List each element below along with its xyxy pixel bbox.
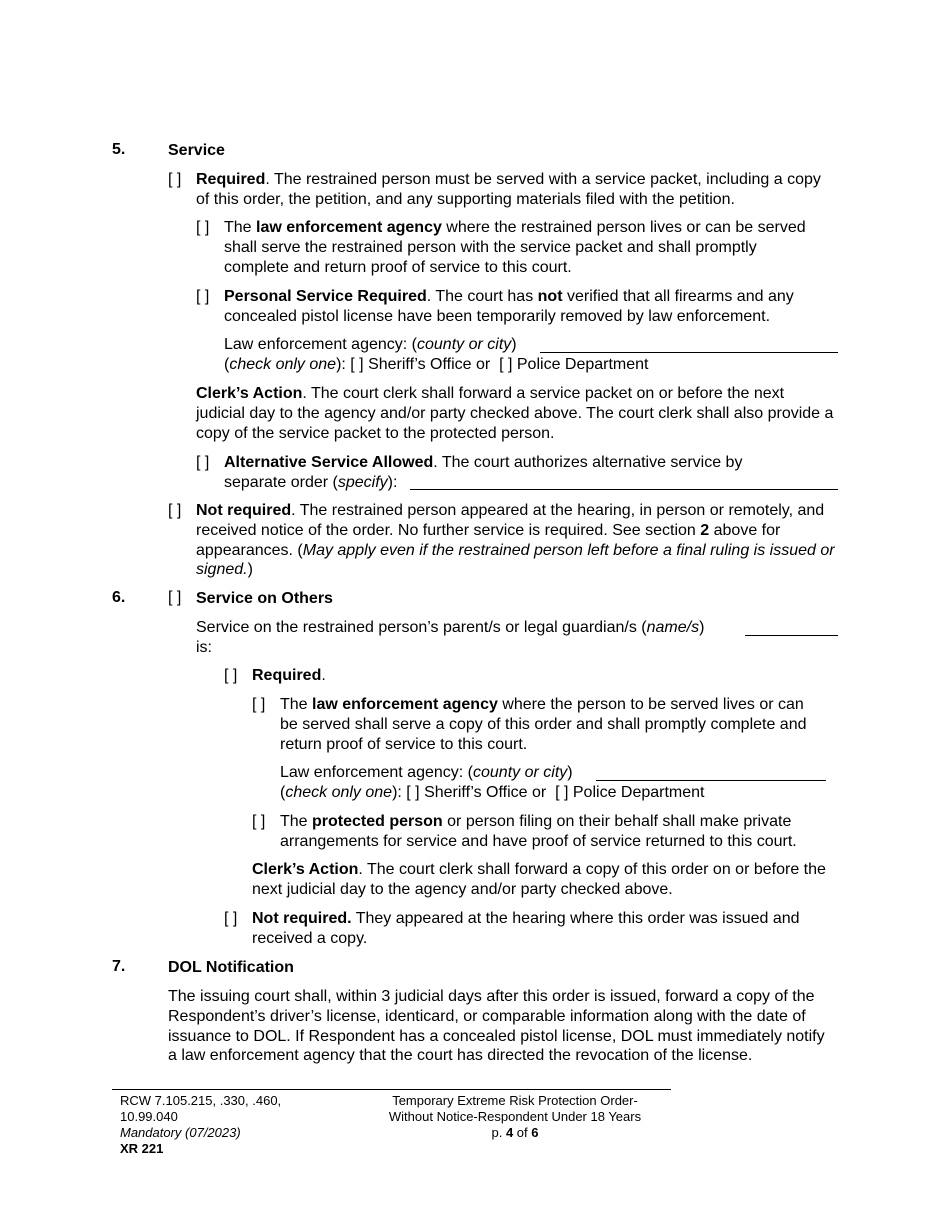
s6-lea-post: where the person to be served lives or can be served shall serve a copy of this order and shall promptly complete and return proof of service to this court.: [280, 696, 807, 753]
s5-police-label: Police Department: [512, 356, 649, 373]
s5-alternative-field[interactable]: [410, 489, 838, 490]
s5-sheriff-label: Sheriff’s Office or: [363, 356, 495, 373]
section-6-number: 6.: [112, 589, 126, 606]
s5-personal-not: not: [537, 288, 563, 305]
s5-required-label: Required: [196, 171, 266, 188]
s6-not-required-body: They appeared at the hearing where this order was issued and received a copy.: [252, 910, 800, 947]
s5-not-required-label: Not required: [196, 502, 292, 519]
s5-required-checkbox[interactable]: [ ]: [168, 171, 182, 188]
s6-agency-check: (check only one): [ ] Sheriff’s Office or [ ] Police Department: [280, 784, 705, 801]
footer-rcw-line1: RCW 7.105.215, .330, .460,: [120, 1093, 282, 1108]
s6-sheriff-checkbox[interactable]: [ ]: [406, 784, 420, 801]
footer-title-line1: Temporary Extreme Risk Protection Order-: [392, 1093, 638, 1108]
s5-section-ref: 2: [700, 521, 710, 539]
s6-names-field[interactable]: [745, 635, 838, 636]
s6-required-checkbox[interactable]: [ ]: [224, 667, 238, 684]
section-7-heading: DOL Notification: [168, 959, 294, 976]
s5-alternative-checkbox[interactable]: [ ]: [196, 454, 210, 471]
s6-police-label: Police Department: [568, 784, 705, 801]
s6-protected-text: [280, 812, 840, 852]
s6-agency-post: ): [567, 764, 573, 781]
s6-clerk-label: Clerk’s Action: [252, 861, 359, 878]
s7-text: The issuing court shall, within 3 judicial days after this order is issued, forward a copy of the Respondent’s driver’s license, identicard, or comparable information along with the date of issuance to DOL. If Respondent has a concealed pistol license, DOL must immediately notify a law enforcement agency that the court has directed the revocation of the license.: [168, 988, 825, 1065]
s5-lea-text: [224, 218, 809, 277]
s6-lea-text: [280, 695, 820, 754]
s6-protected-checkbox[interactable]: [ ]: [252, 813, 266, 830]
s5-clerk-label: Clerk’s Action: [196, 385, 303, 402]
s6-agency-italic: county or city: [473, 764, 568, 781]
footer-page-total: 6: [531, 1125, 539, 1140]
s5-personal-post: verified that all firearms and any concealed pistol license have been temporarily removed by law enforcement.: [224, 288, 794, 325]
footer-form-id: XR 221: [120, 1141, 164, 1156]
s6-required: [252, 666, 326, 686]
footer-page-current: 4: [505, 1125, 514, 1140]
s5-personal-text: [224, 287, 839, 327]
s6-clerk-text: . The court clerk shall forward a copy of this order on or before the next judicial day to the agency and/or party checked above.: [252, 861, 826, 898]
s5-alternative-italic: specify: [337, 473, 388, 491]
s6-not-required-label: Not required.: [252, 910, 352, 927]
s5-lea-bold: law enforcement agency: [256, 219, 442, 236]
s6-checkbox[interactable]: [ ]: [168, 589, 182, 606]
s6-protected-bold: protected person: [312, 813, 443, 830]
s5-sheriff-checkbox[interactable]: [ ]: [350, 356, 364, 373]
s6-lea-bold: law enforcement agency: [312, 696, 498, 713]
s5-agency-field[interactable]: [540, 352, 838, 353]
s5-not-required-body: . The restrained person appeared at the hearing, in person or remotely, and received notice of the order. No further service is required. See section: [196, 502, 825, 539]
s6-agency-pre: Law enforcement agency: (: [280, 764, 473, 781]
section-7-number: 7.: [112, 958, 126, 975]
s6-clerk-action: [252, 860, 842, 900]
s5-clerk-text: . The court clerk shall forward a service packet on or before the next judicial day to the agency and/or party checked above. The court clerk shall also provide a copy of the service packet to the protected person.: [196, 385, 834, 442]
s6-sheriff-label: Sheriff’s Office or: [419, 784, 551, 801]
s5-lea-pre: The: [224, 219, 257, 236]
footer-page-of: of: [513, 1125, 532, 1140]
s5-personal-label: Personal Service Required: [224, 288, 427, 305]
s5-not-required-text: [196, 501, 841, 580]
s6-lea-checkbox[interactable]: [ ]: [252, 696, 266, 713]
s5-check-italic: check only one: [229, 356, 337, 373]
s5-alternative-post: ):: [387, 473, 398, 491]
s5-alternative-text: [224, 453, 804, 493]
s6-intro: [196, 618, 704, 638]
s6-intro-post: ): [699, 619, 705, 636]
s6-check-post: ):: [392, 784, 407, 801]
s5-alternative-body: . The court authorizes alternative service by separate order (: [224, 454, 743, 491]
s6-protected-pre: The: [280, 813, 313, 830]
s6-check-italic: check only one: [285, 784, 393, 801]
s6-intro-pre: Service on the restrained person’s parent/s or legal guardian/s (: [196, 619, 647, 636]
s5-agency-post: ): [511, 336, 517, 353]
s5-check-post: ):: [336, 356, 351, 373]
s5-lea-post: where the restrained person lives or can be served shall serve the restrained person with the service packet and shall promptly complete and return proof of service to this court.: [224, 219, 806, 276]
s6-intro-italic: name/s: [646, 619, 700, 636]
s5-agency-pre: Law enforcement agency: (: [224, 336, 417, 353]
s5-police-checkbox[interactable]: [ ]: [499, 356, 513, 373]
s6-lea-pre: The: [280, 696, 313, 713]
footer-rcw-line2: 10.99.040: [120, 1109, 178, 1124]
footer-rule: [112, 1089, 671, 1090]
s6-intro-is: is:: [196, 639, 212, 656]
s5-required-body: . The restrained person must be served with a service packet, including a copy of this order, the petition, and any supporting materials filed with the petition.: [196, 171, 821, 208]
footer-mandatory: Mandatory (07/2023): [120, 1125, 241, 1140]
s5-agency-label: [224, 335, 517, 355]
s5-required-text: [196, 170, 836, 210]
s5-agency-italic: county or city: [417, 336, 512, 353]
footer-page-number: [360, 1125, 670, 1142]
s6-not-required-checkbox[interactable]: [ ]: [224, 910, 238, 927]
footer-title-line2: Without Notice-Respondent Under 18 Years: [388, 1109, 642, 1124]
s5-lea-checkbox[interactable]: [ ]: [196, 219, 210, 236]
s5-not-required-checkbox[interactable]: [ ]: [168, 502, 182, 519]
s5-not-required-close: ): [247, 561, 253, 579]
s6-police-checkbox[interactable]: [ ]: [555, 784, 569, 801]
s6-required-dot: .: [321, 667, 326, 684]
section-5-heading: Service: [168, 142, 225, 159]
s6-not-required-text: [252, 909, 842, 949]
footer-page-pre: p.: [491, 1125, 506, 1140]
s5-personal-mid: . The court has: [426, 288, 538, 305]
s6-protected-post: or person filing on their behalf shall make private arrangements for service and have proof of service returned to this court.: [280, 813, 797, 850]
s6-required-label: Required: [252, 667, 322, 684]
s5-agency-check: (check only one): [ ] Sheriff’s Office or [ ] Police Department: [224, 356, 649, 373]
s5-not-required-italic: May apply even if the restrained person left before a final ruling is issued or signed.: [196, 541, 835, 579]
s6-agency-field[interactable]: [596, 780, 826, 781]
s6-agency-label: [280, 763, 573, 783]
s5-clerk-action: [196, 384, 836, 443]
s5-not-required-post: above for appearances. (: [196, 521, 781, 559]
section-5-number: 5.: [112, 141, 126, 158]
section-6-heading: Service on Others: [196, 590, 333, 607]
s5-personal-checkbox[interactable]: [ ]: [196, 288, 210, 305]
s5-alternative-label: Alternative Service Allowed: [224, 454, 434, 471]
